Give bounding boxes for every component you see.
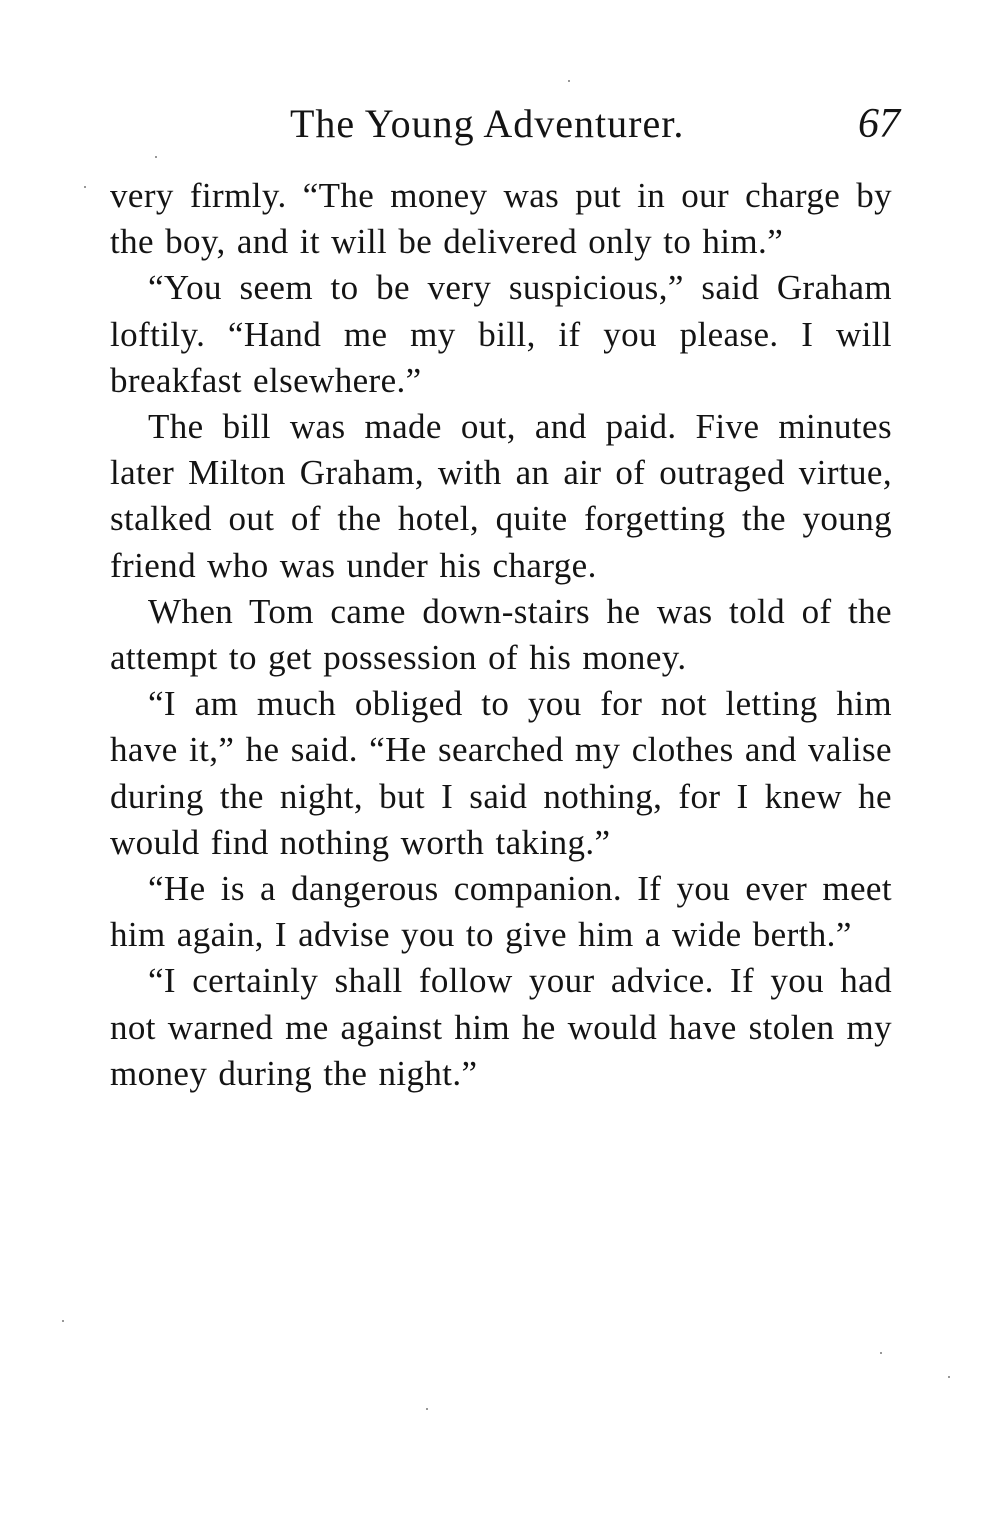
paragraph-4: When Tom came down-stairs he was told of the attempt to get possession of his money. bbox=[110, 591, 892, 678]
print-speck bbox=[568, 80, 570, 82]
print-speck bbox=[62, 1320, 64, 1322]
running-head bbox=[110, 96, 900, 152]
body-text bbox=[110, 173, 892, 1097]
paragraph-6: “He is a dangerous companion. If you ever meet him again, I advise you to give him a wide berth.” bbox=[110, 869, 892, 955]
paragraph-2: “You seem to be very suspicious,” said Graham loftily. “Hand me my bill, if you please. I will breakfast elsewhere.” bbox=[110, 268, 892, 400]
print-speck bbox=[84, 186, 86, 188]
print-speck bbox=[155, 156, 157, 158]
running-title: The Young Adventurer. bbox=[290, 101, 685, 146]
paragraph-7: “I certainly shall follow your advice. If you had not warned me against him he would have stolen my money during the night.” bbox=[110, 961, 892, 1093]
print-speck bbox=[948, 1376, 950, 1378]
page-number: 67 bbox=[858, 101, 900, 147]
print-speck bbox=[426, 1408, 428, 1410]
paragraph-5: “I am much obliged to you for not letting him have it,” he said. “He searched my clothes and valise during the night, but I said nothing, for I knew he would find nothing worth taking.” bbox=[110, 684, 892, 862]
paragraph-1: very firmly. “The money was put in our charge by the boy, and it will be delivered only to him.” bbox=[110, 176, 892, 262]
paragraph-3: The bill was made out, and paid. Five minutes later Milton Graham, with an air of outraged virtue, stalked out of the hotel, quite forgetting the young friend who was under his charge. bbox=[110, 407, 892, 585]
print-speck bbox=[880, 1352, 882, 1354]
